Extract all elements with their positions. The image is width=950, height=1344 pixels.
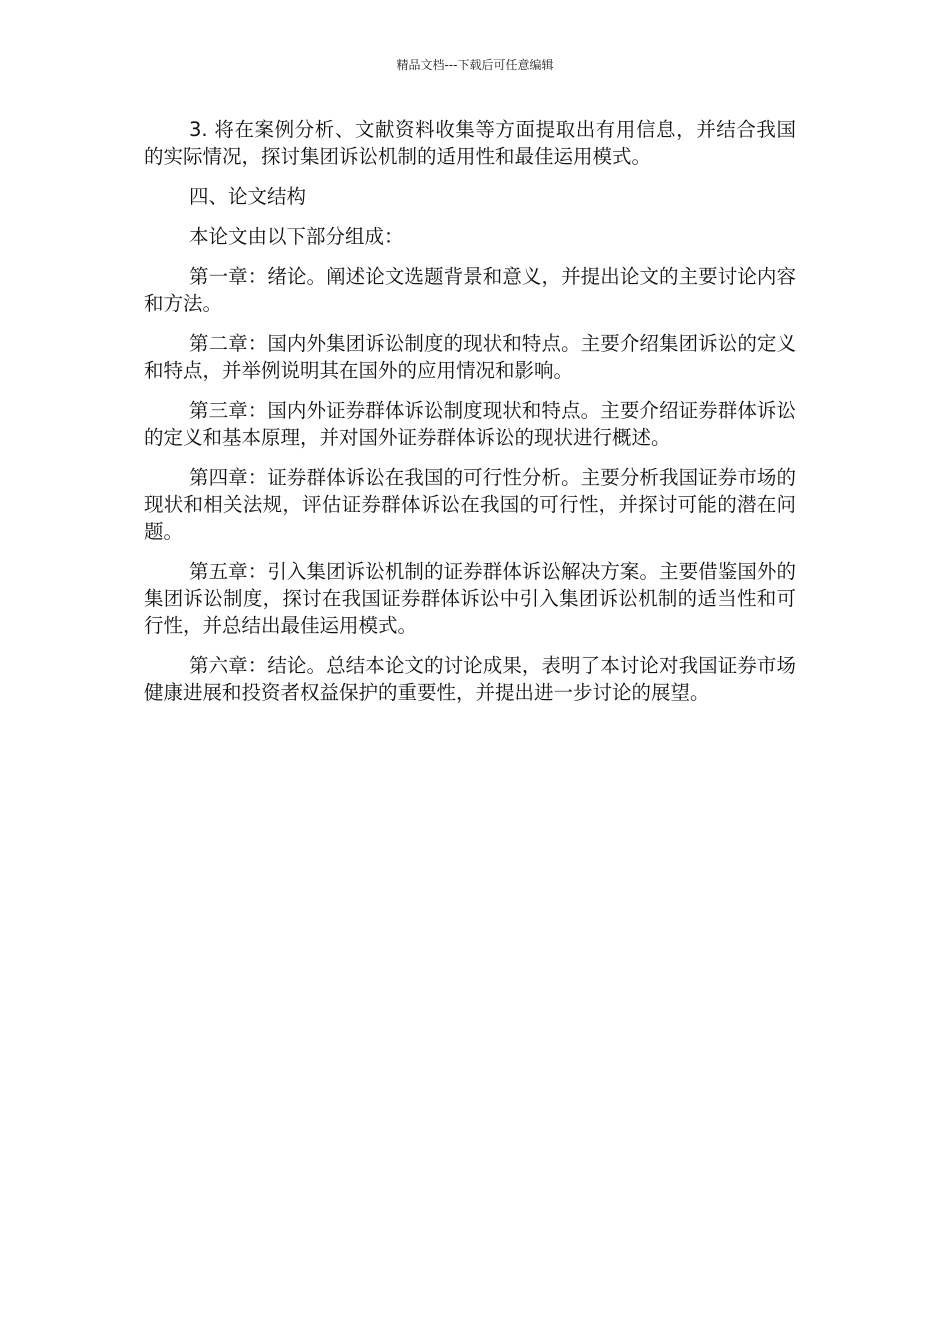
page-header: 精品文档---下载后可任意编辑 — [396, 58, 554, 72]
paragraph-chapter-6: 第六章：结论。总结本论文的讨论成果，表明了本讨论对我国证券市场健康进展和投资者权益保护的重要性，并提出进一步讨论的展望。 — [144, 654, 796, 704]
paragraph-chapter-4: 第四章：证券群体诉讼在我国的可行性分析。主要分析我国证券市场的现状和相关法规，评估证券群体诉讼在我国的可行性，并探讨可能的潜在问题。 — [144, 466, 796, 543]
paragraph-chapter-3: 第三章：国内外证券群体诉讼制度现状和特点。主要介绍证券群体诉讼的定义和基本原理，并对国外证券群体诉讼的现状进行概述。 — [144, 399, 796, 449]
section-heading-structure: 四、论文结构 — [189, 185, 307, 208]
document-body — [144, 116, 796, 719]
paragraph-chapter-2: 第二章：国内外集团诉讼制度的现状和特点。主要介绍集团诉讼的定义和特点，并举例说明其在国外的应用情况和影响。 — [144, 332, 796, 382]
paragraph-structure-intro: 本论文由以下部分组成： — [189, 225, 404, 248]
paragraph-chapter-1: 第一章：绪论。阐述论文选题背景和意义，并提出论文的主要讨论内容和方法。 — [144, 265, 796, 315]
paragraph-chapter-5: 第五章：引入集团诉讼机制的证券群体诉讼解决方案。主要借鉴国外的集团诉讼制度，探讨在我国证券群体诉讼中引入集团诉讼机制的适当性和可行性，并总结出最佳运用模式。 — [144, 560, 796, 637]
paragraph-method-3: 3. 将在案例分析、文献资料收集等方面提取出有用信息，并结合我国的实际情况，探讨集团诉讼机制的适用性和最佳运用模式。 — [144, 118, 796, 168]
